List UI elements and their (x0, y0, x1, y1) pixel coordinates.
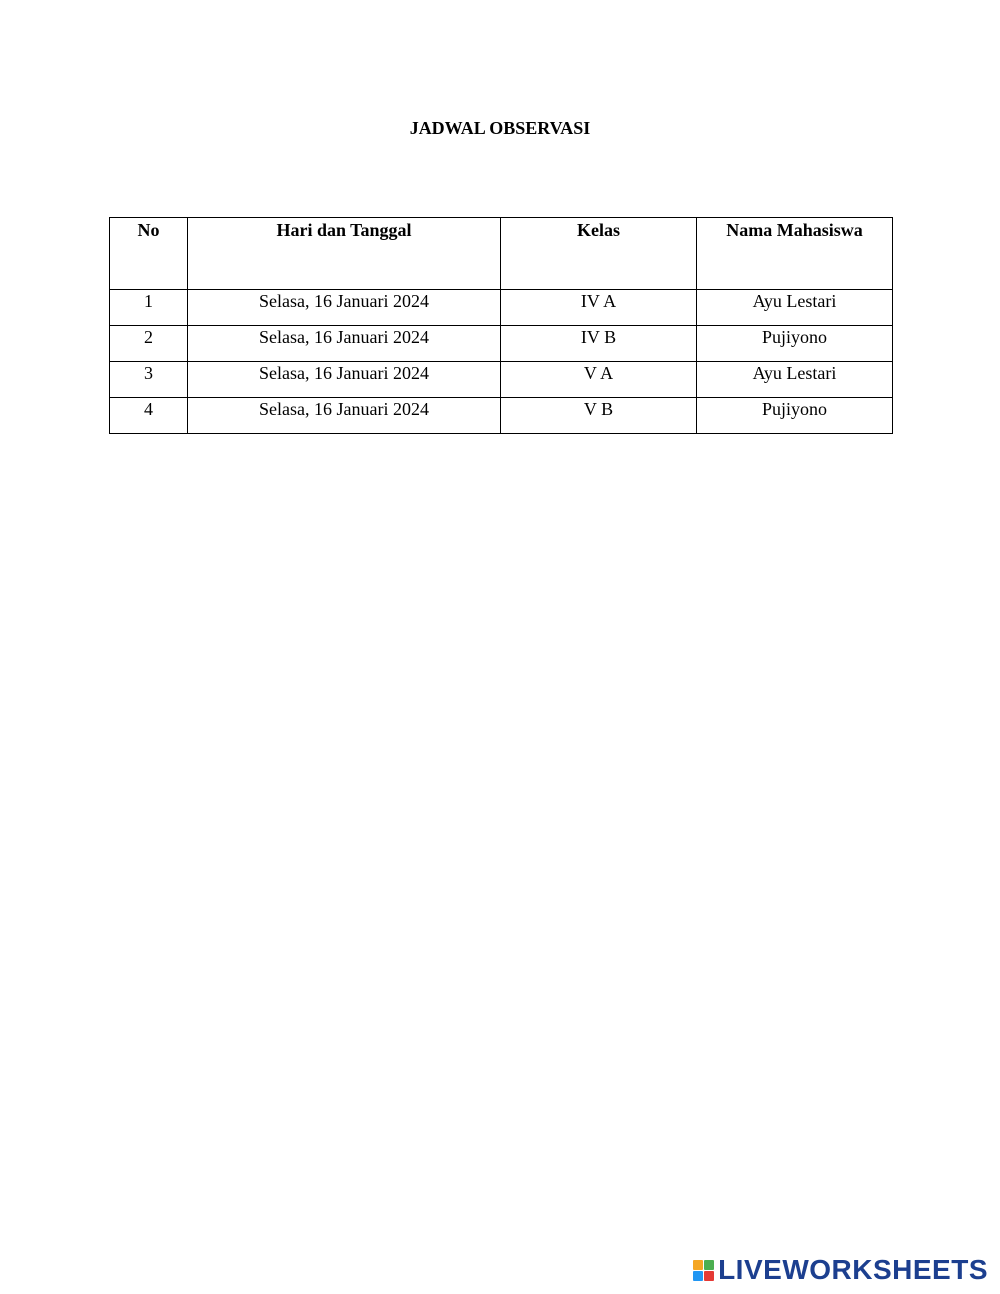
cell-class: IV A (501, 290, 697, 326)
table-row (110, 362, 893, 398)
logo-square (693, 1271, 703, 1281)
logo-square (704, 1271, 714, 1281)
cell-date: Selasa, 16 Januari 2024 (188, 290, 501, 326)
logo-square (693, 1260, 703, 1270)
table-row (110, 326, 893, 362)
cell-no: 2 (110, 326, 188, 362)
header-no: No (110, 218, 188, 290)
table-row (110, 290, 893, 326)
observation-schedule-table (109, 217, 893, 434)
table-header-row (110, 218, 893, 290)
table-row (110, 398, 893, 434)
header-student: Nama Mahasiswa (697, 218, 893, 290)
cell-student: Pujiyono (697, 398, 893, 434)
liveworksheets-watermark (693, 1256, 988, 1284)
liveworksheets-logo-icon (693, 1260, 714, 1281)
cell-class: IV B (501, 326, 697, 362)
cell-student: Ayu Lestari (697, 362, 893, 398)
cell-no: 3 (110, 362, 188, 398)
header-class: Kelas (501, 218, 697, 290)
cell-student: Pujiyono (697, 326, 893, 362)
cell-date: Selasa, 16 Januari 2024 (188, 398, 501, 434)
header-date: Hari dan Tanggal (188, 218, 501, 290)
cell-student: Ayu Lestari (697, 290, 893, 326)
cell-date: Selasa, 16 Januari 2024 (188, 326, 501, 362)
cell-no: 1 (110, 290, 188, 326)
logo-square (704, 1260, 714, 1270)
watermark-text: LIVEWORKSHEETS (718, 1254, 988, 1285)
cell-no: 4 (110, 398, 188, 434)
cell-class: V B (501, 398, 697, 434)
cell-class: V A (501, 362, 697, 398)
cell-date: Selasa, 16 Januari 2024 (188, 362, 501, 398)
page-title: JADWAL OBSERVASI (409, 118, 591, 138)
